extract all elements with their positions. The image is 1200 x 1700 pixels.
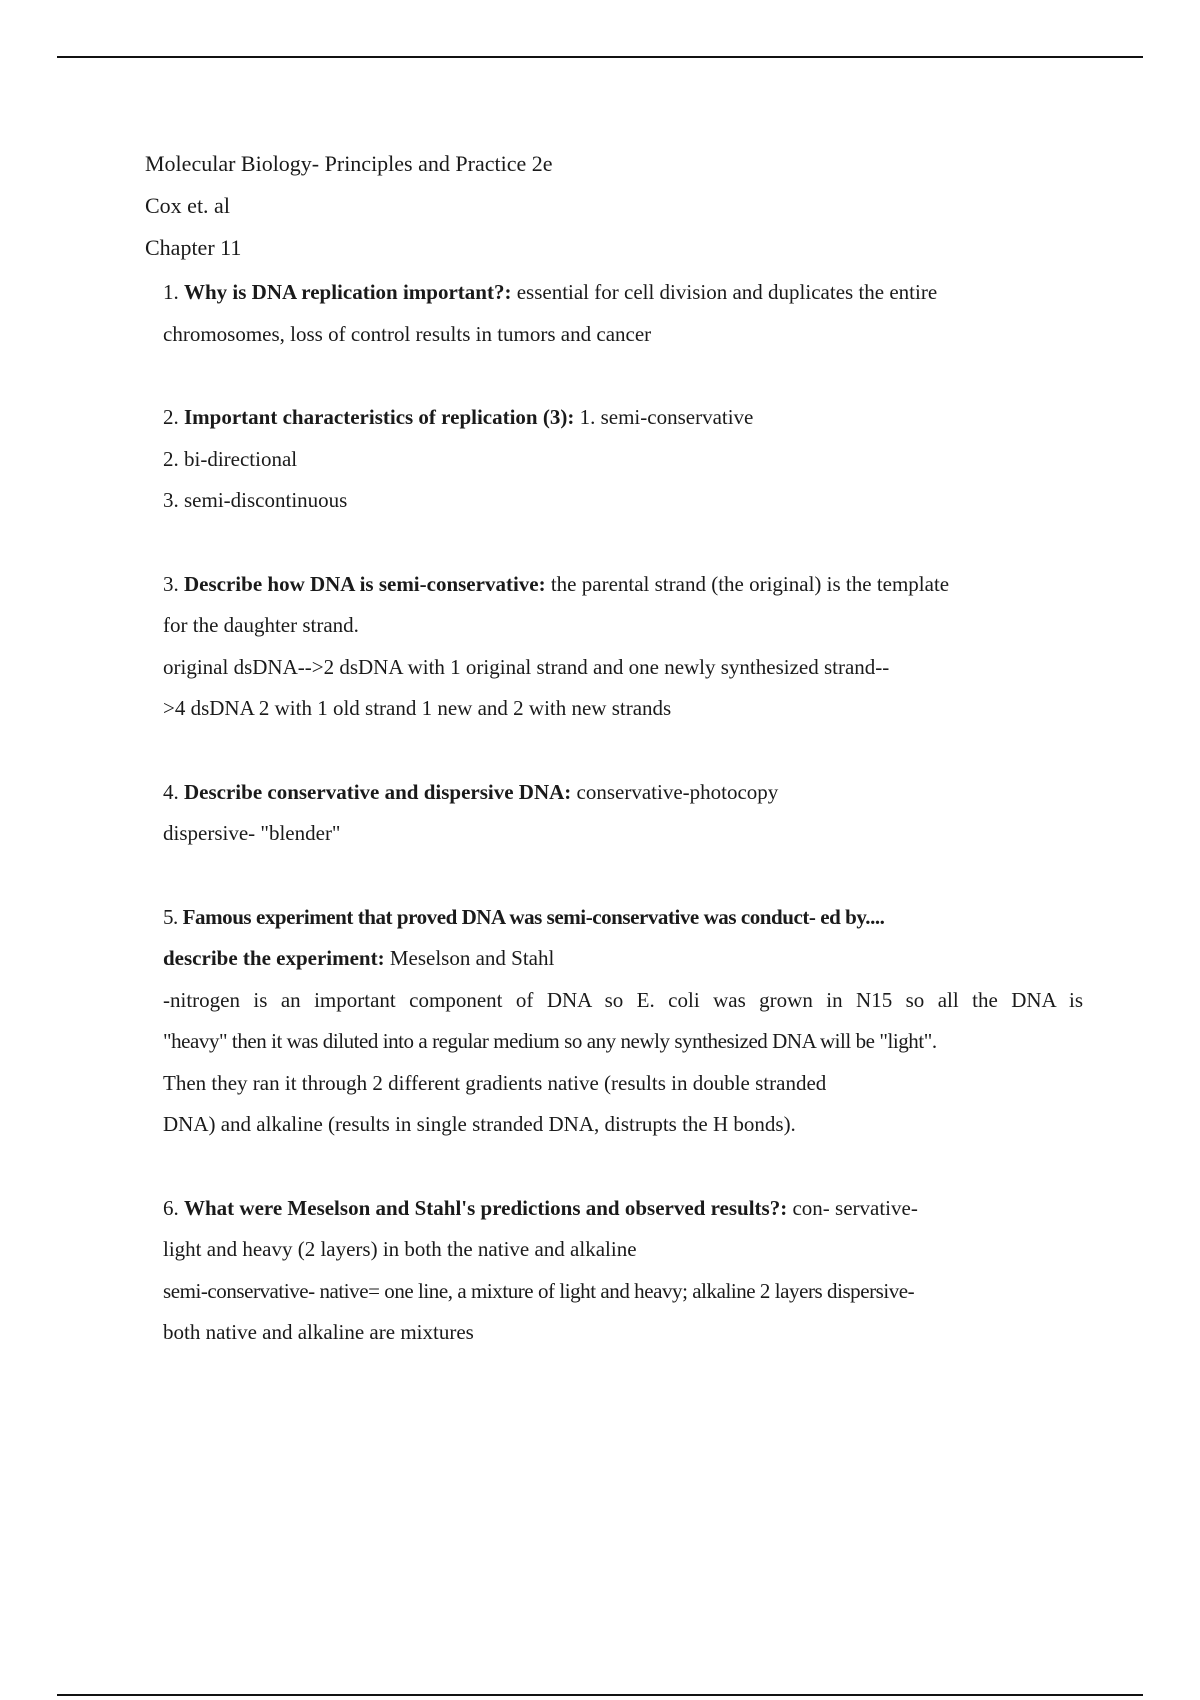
question-text: Describe conservative and dispersive DNA: bbox=[184, 779, 572, 804]
question-text: What were Meselson and Stahl's predictions and observed results?: bbox=[184, 1195, 788, 1220]
qa-item-5 bbox=[163, 897, 1083, 1146]
question-text: Describe how DNA is semi-conservative: bbox=[184, 571, 546, 596]
qa-line bbox=[163, 1188, 1083, 1230]
qa-item-4 bbox=[163, 772, 1083, 855]
answer-line: dispersive- "blender" bbox=[163, 821, 341, 845]
item-number: 2. bbox=[163, 405, 179, 429]
item-number: 4. bbox=[163, 779, 179, 804]
answer-line: chromosomes, loss of control results in tumors and cancer bbox=[163, 321, 652, 346]
answer-text: the parental strand (the original) is the template bbox=[550, 571, 950, 596]
answer-text: con- servative- bbox=[792, 1195, 918, 1220]
answer-text: conservative-photocopy bbox=[576, 779, 779, 804]
answer-text: essential for cell division and duplicates the entire bbox=[516, 280, 938, 304]
flashcard-list bbox=[163, 272, 1083, 1396]
answer-text: Meselson and Stahl bbox=[389, 946, 555, 970]
qa-item-6 bbox=[163, 1188, 1083, 1354]
chapter-label: Chapter 11 bbox=[145, 235, 242, 260]
book-authors: Cox et. al bbox=[145, 193, 230, 218]
top-rule bbox=[57, 56, 1143, 58]
answer-line: >4 dsDNA 2 with 1 old strand 1 new and 2 with new strands bbox=[163, 696, 672, 720]
item-number: 3. bbox=[163, 571, 179, 596]
document-header bbox=[145, 143, 1045, 269]
answer-line: 2. bi-directional bbox=[163, 446, 298, 471]
qa-line bbox=[163, 397, 1083, 439]
answer-text: 1. semi-conservative bbox=[579, 405, 754, 429]
question-text: Famous experiment that proved DNA was semi-conservative was conduct- ed by.... bbox=[182, 904, 885, 929]
answer-line: 3. semi-discontinuous bbox=[163, 488, 348, 512]
answer-line: -nitrogen is an important component of DNA so E. coli was grown in N15 so all the DNA is bbox=[163, 987, 1083, 1012]
qa-item-3 bbox=[163, 564, 1083, 730]
answer-line: original dsDNA-->2 dsDNA with 1 original strand and one newly synthesized strand-- bbox=[163, 654, 890, 679]
answer-line: for the daughter strand. bbox=[163, 613, 359, 637]
answer-line: Then they ran it through 2 different gradients native (results in double stranded bbox=[163, 1070, 827, 1095]
qa-item-1 bbox=[163, 272, 1083, 355]
qa-line bbox=[163, 564, 1083, 606]
qa-line bbox=[163, 897, 1083, 939]
bottom-rule bbox=[57, 1694, 1143, 1696]
qa-item-2 bbox=[163, 397, 1083, 522]
answer-line: both native and alkaline are mixtures bbox=[163, 1320, 474, 1344]
item-number: 1. bbox=[163, 280, 179, 304]
book-title: Molecular Biology- Principles and Practice 2e bbox=[145, 151, 553, 176]
item-number: 5. bbox=[163, 904, 178, 929]
answer-line: DNA) and alkaline (results in single stranded DNA, distrupts the H bonds). bbox=[163, 1112, 796, 1136]
item-number: 6. bbox=[163, 1195, 179, 1220]
qa-line bbox=[163, 272, 1083, 314]
answer-line: semi-conservative- native= one line, a mixture of light and heavy; alkaline 2 layers dispersive- bbox=[163, 1278, 915, 1303]
question-text: Important characteristics of replication (3): bbox=[184, 405, 575, 429]
answer-line: light and heavy (2 layers) in both the native and alkaline bbox=[163, 1237, 637, 1261]
question-text: Why is DNA replication important?: bbox=[184, 280, 512, 304]
qa-line bbox=[163, 772, 1083, 814]
answer-line: "heavy" then it was diluted into a regular medium so any newly synthesized DNA will be "light". bbox=[163, 1029, 937, 1053]
question-text: describe the experiment: bbox=[163, 946, 385, 970]
qa-line bbox=[163, 938, 1083, 980]
